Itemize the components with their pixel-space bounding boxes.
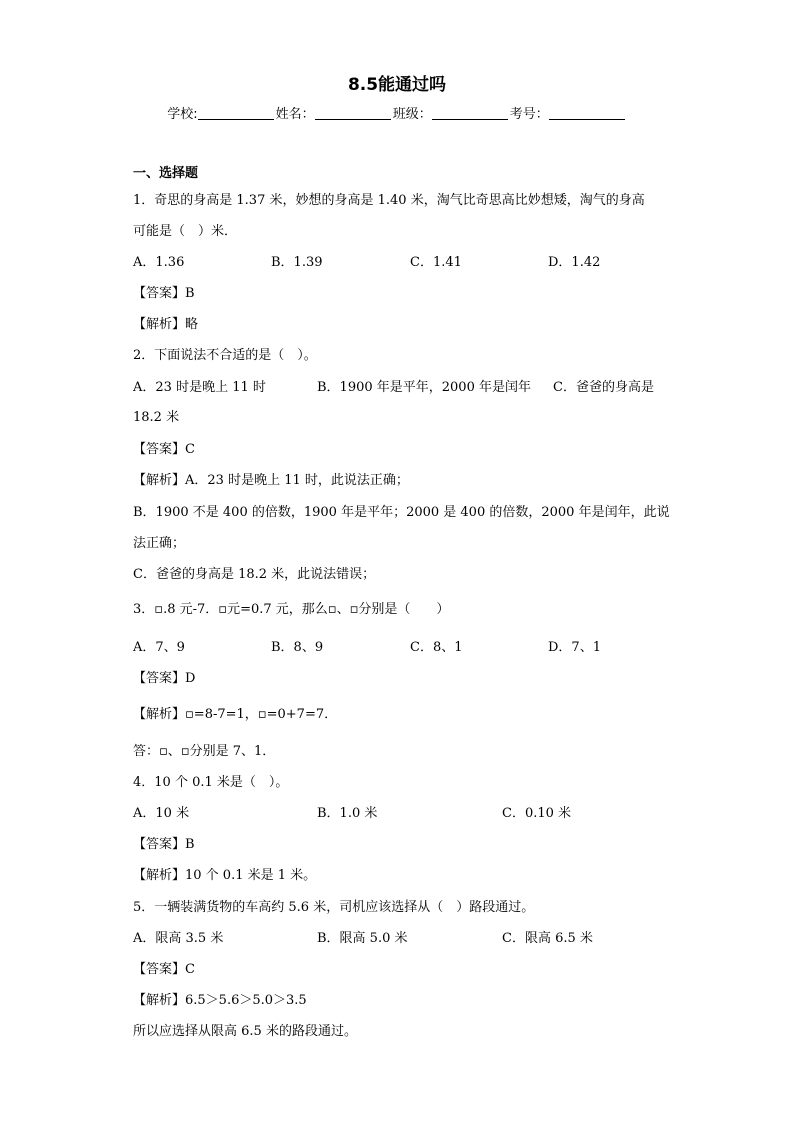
question-1-analysis: 【解析】略 xyxy=(133,317,199,332)
number-blank[interactable] xyxy=(549,106,625,120)
question-2-stem: 2．下面说法不合适的是（ ）。 xyxy=(133,348,317,363)
school-blank[interactable] xyxy=(198,106,274,120)
page-title: 8.5能通过吗 xyxy=(347,75,447,95)
question-5-conclusion: 所以应选择从限高 6.5 米的路段通过。 xyxy=(133,1024,357,1039)
school-label: 学校: xyxy=(167,107,198,122)
student-info-line xyxy=(0,103,794,122)
question-1-answer: 【答案】B xyxy=(133,286,195,301)
question-1-option-a: A．1.36 xyxy=(133,255,185,270)
question-5-option-a: A．限高 3.5 米 xyxy=(133,931,224,946)
name-label: 姓名： xyxy=(275,107,315,122)
question-3-option-c: C．8、1 xyxy=(410,640,463,655)
question-4-answer: 【答案】B xyxy=(133,837,195,852)
question-1-option-d: D．1.42 xyxy=(548,255,601,270)
question-3-option-d: D．7、1 xyxy=(548,640,601,655)
question-5-option-b: B．限高 5.0 米 xyxy=(317,931,408,946)
class-label: 班级： xyxy=(392,107,432,122)
question-3-option-a: A．7、9 xyxy=(133,640,185,655)
question-4-analysis: 【解析】10 个 0.1 米是 1 米。 xyxy=(133,868,317,883)
question-1-stem-line1: 1．奇思的身高是 1.37 米，妙想的身高是 1.40 米，淘气比奇思高比妙想矮，淘气的身高 xyxy=(133,193,645,208)
question-4-option-c: C．0.10 米 xyxy=(502,806,572,821)
section-heading: 一、选择题 xyxy=(133,166,199,181)
question-2-analysis-line3: 法正确； xyxy=(133,536,186,551)
question-3-answer: 【答案】D xyxy=(133,671,196,686)
number-label: 考号： xyxy=(509,107,549,122)
question-3-conclusion: 答：▫、▫分别是 7、1． xyxy=(133,744,276,759)
question-3-analysis: 【解析】▫=8-7=1，▫=0+7=7． xyxy=(133,707,338,722)
question-2-answer: 【答案】C xyxy=(133,442,195,457)
question-1-option-c: C．1.41 xyxy=(410,255,462,270)
question-2-option-c: C．爸爸的身高是 xyxy=(553,380,654,395)
question-1-option-b: B．1.39 xyxy=(271,255,323,270)
question-5-answer: 【答案】C xyxy=(133,962,195,977)
name-blank[interactable] xyxy=(315,106,391,120)
class-blank[interactable] xyxy=(432,106,508,120)
question-2-option-a: A．23 时是晚上 11 时 xyxy=(133,380,266,395)
question-3-stem: 3．▫.8 元-7．▫元=0.7 元，那么▫、▫分别是（ ） xyxy=(133,602,450,617)
question-3-option-b: B．8、9 xyxy=(271,640,324,655)
question-4-option-b: B．1.0 米 xyxy=(317,806,378,821)
question-2-analysis-line2: B．1900 不是 400 的倍数，1900 年是平年；2000 是 400 的倍数，2000 年是闰年，此说 xyxy=(133,505,670,520)
question-5-option-c: C．限高 6.5 米 xyxy=(502,931,593,946)
question-5-stem: 5．一辆装满货物的车高约 5.6 米，司机应该选择从（ ）路段通过。 xyxy=(133,900,535,915)
question-4-option-a: A．10 米 xyxy=(133,806,190,821)
question-2-analysis-line4: C．爸爸的身高是 18.2 米，此说法错误； xyxy=(133,567,376,582)
question-2-option-b: B．1900 年是平年，2000 年是闰年 xyxy=(317,380,531,395)
question-1-stem-line2: 可能是（ ）米． xyxy=(133,224,238,239)
question-2-analysis-line1: 【解析】A．23 时是晚上 11 时，此说法正确； xyxy=(133,473,409,488)
question-5-analysis: 【解析】6.5＞5.6＞5.0＞3.5 xyxy=(133,993,307,1008)
question-4-stem: 4．10 个 0.1 米是（ ）。 xyxy=(133,775,289,790)
question-2-option-c-continued: 18.2 米 xyxy=(133,410,180,425)
